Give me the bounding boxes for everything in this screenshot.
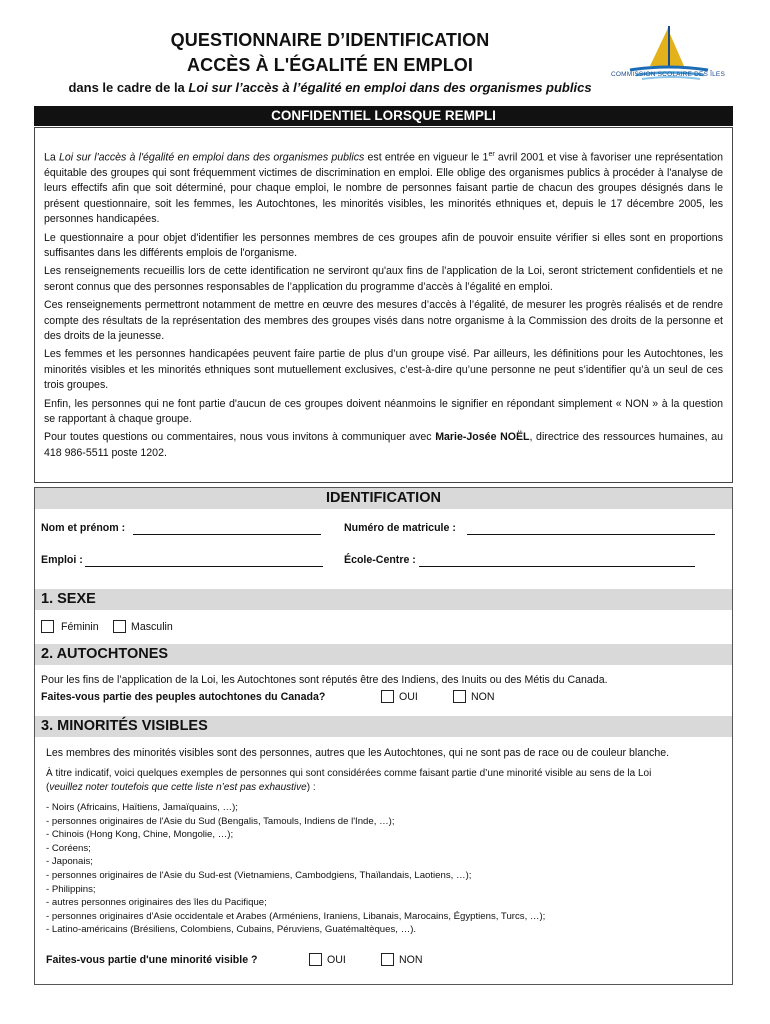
subtitle-law-name: Loi sur l’accès à l’égalité en emploi dans des organismes publics bbox=[188, 80, 592, 95]
name-label: Nom et prénom : bbox=[41, 522, 126, 534]
minorites-oui-checkbox[interactable] bbox=[309, 953, 322, 966]
intro-paragraph-5: Les femmes et les personnes handicapées peuvent faire partie de plus d’un groupe visé. Par ailleurs, les définitions pour les Autochtones, les minorités visibles et les minorités ethniques sont mutuellement exclusives, c’est-à-dire qu’une personne ne peut s’identifier qu’à un seul de ces trois groupes. bbox=[44, 348, 723, 392]
ecole-field[interactable] bbox=[419, 566, 695, 567]
minorites-examples-list bbox=[46, 801, 545, 937]
autochtones-question: Faites-vous partie des peuples autochtones du Canada? bbox=[41, 691, 326, 703]
list-item: - personnes originaires de l'Asie du Sud (Bengalis, Tamouls, Indiens de l'Inde, …); bbox=[46, 815, 395, 827]
ecole-label: École-Centre : bbox=[344, 554, 416, 566]
masculin-checkbox[interactable] bbox=[113, 620, 126, 633]
list-item: - autres personnes originaires des îles du Pacifique; bbox=[46, 897, 267, 909]
confidential-banner: CONFIDENTIEL LORSQUE REMPLI bbox=[34, 106, 733, 126]
sailboat-logo-icon bbox=[616, 20, 716, 90]
subtitle bbox=[0, 80, 660, 95]
minorites-question: Faites-vous partie d'une minorité visible ? bbox=[46, 954, 258, 966]
minorites-definition: Les membres des minorités visibles sont des personnes, autres que les Autochtones, qui ne sont pas de race ou de couleur blanche. bbox=[46, 747, 670, 759]
name-field[interactable] bbox=[133, 534, 321, 535]
minorites-non-checkbox[interactable] bbox=[381, 953, 394, 966]
title-line-1: QUESTIONNAIRE D’IDENTIFICATION bbox=[170, 30, 490, 50]
list-item: - personnes originaires de l'Asie du Sud-est (Vietnamiens, Cambodgiens, Thaïlandais, Laotiens, …); bbox=[46, 869, 472, 881]
feminin-checkbox[interactable] bbox=[41, 620, 54, 633]
list-item: - personnes originaires d'Asie occidentale et Arabes (Arméniens, Iraniens, Libanais, Marocains, Égyptiens, Turcs, …); bbox=[46, 910, 546, 922]
list-item: - Japonais; bbox=[46, 856, 93, 868]
intro-paragraph-6: Enfin, les personnes qui ne font partie d'aucun de ces groupes doivent néanmoins le signifier en répondant simplement « NON » à la question se rapportant à chaque groupe. bbox=[44, 397, 723, 426]
intro-paragraph-7: Pour toutes questions ou commentaires, nous vous invitons à communiquer avec Marie-Josée NOËL, directrice des ressources humaines, au 418 986-5511 poste 1202. bbox=[44, 431, 723, 459]
list-item: - Chinois (Hong Kong, Chine, Mongolie, …); bbox=[46, 829, 234, 841]
autochtones-oui-label: OUI bbox=[399, 691, 418, 703]
autochtones-non-checkbox[interactable] bbox=[453, 690, 466, 703]
intro-paragraph-1: La Loi sur l'accès à l'égalité en emploi dans des organismes publics est entrée en vigueur le 1er avril 2001 et vise à favoriser une représentation équitable des groupes qui sont fréquemment victimes de discrimination en emploi. Elle oblige des organismes publics à procéder à l'analyse de leurs effectifs afin que soit déterminé, pour chaque emploi, le nombre de personnes faisant partie de chacun des groupes désignés dans le présent questionnaire, soit les femmes, les Autochtones, les minorités visibles, les minorités ethniques et, depuis le 17 décembre 2005, les personnes handicapées. bbox=[44, 151, 723, 226]
matricule-label: Numéro de matricule : bbox=[344, 522, 456, 534]
masculin-label: Masculin bbox=[131, 621, 173, 633]
sexe-heading: 1. SEXE bbox=[35, 589, 732, 610]
list-item: - Philippins; bbox=[46, 883, 96, 895]
autochtones-non-label: NON bbox=[471, 691, 495, 703]
list-item: - Latino-américains (Brésiliens, Colombiens, Cubains, Péruviens, Guatémaltèques, …). bbox=[46, 924, 417, 936]
matricule-field[interactable] bbox=[467, 534, 715, 535]
minorites-oui-label: OUI bbox=[327, 954, 346, 966]
identification-form bbox=[34, 487, 733, 985]
intro-box bbox=[34, 127, 733, 483]
autochtones-oui-checkbox[interactable] bbox=[381, 690, 394, 703]
title-line-2: ACCÈS À L'ÉGALITÉ EN EMPLOI bbox=[187, 55, 473, 75]
intro-paragraph-3: Les renseignements recueillis lors de cette identification ne serviront qu'aux fins de l’application de la Loi, seront strictement confidentiels et ne seront connus que des personnes responsables de l’application du programme d’accès à l’égalité en emploi. bbox=[44, 265, 723, 293]
list-item: - Coréens; bbox=[46, 842, 91, 854]
minorites-heading: 3. MINORITÉS VISIBLES bbox=[35, 716, 732, 737]
subtitle-prefix: dans le cadre de la bbox=[68, 80, 189, 95]
intro-paragraph-4: Ces renseignements permettront notamment de mettre en œuvre des mesures d’accès à l’égalité, de mesurer les progrès réalisés et de rendre compte des résultats de la représentation des membres des groupes visés dans notre organisme à la Commission des droits de la personne et des droits de la jeunesse. bbox=[44, 299, 723, 342]
emploi-field[interactable] bbox=[85, 566, 323, 567]
identification-heading: IDENTIFICATION bbox=[35, 488, 732, 509]
intro-paragraph-2: Le questionnaire a pour objet d'identifier les personnes membres de ces groupes afin de pouvoir ensuite vérifier si elles sont en proportions suffisantes dans les différents emplois de l'organisme. bbox=[44, 231, 723, 259]
minorites-intro: À titre indicatif, voici quelques exemples de personnes qui sont considérées comme faisant partie d’une minorité visible au sens de la Loi bbox=[46, 768, 652, 779]
feminin-label: Féminin bbox=[61, 621, 99, 633]
autochtones-definition: Pour les fins de l’application de la Loi, les Autochtones sont réputés être des Indiens, des Inuits ou des Métis du Canada. bbox=[41, 674, 608, 686]
logo-caption: COMMISSION SCOLAIRE DES ÎLES bbox=[611, 71, 725, 78]
emploi-label: Emploi : bbox=[41, 554, 83, 566]
minorites-note: (veuillez noter toutefois que cette liste n’est pas exhaustive) : bbox=[46, 782, 316, 793]
minorites-non-label: NON bbox=[399, 954, 423, 966]
autochtones-heading: 2. AUTOCHTONES bbox=[35, 644, 732, 665]
list-item: - Noirs (Africains, Haïtiens, Jamaïquains, …); bbox=[46, 802, 238, 813]
